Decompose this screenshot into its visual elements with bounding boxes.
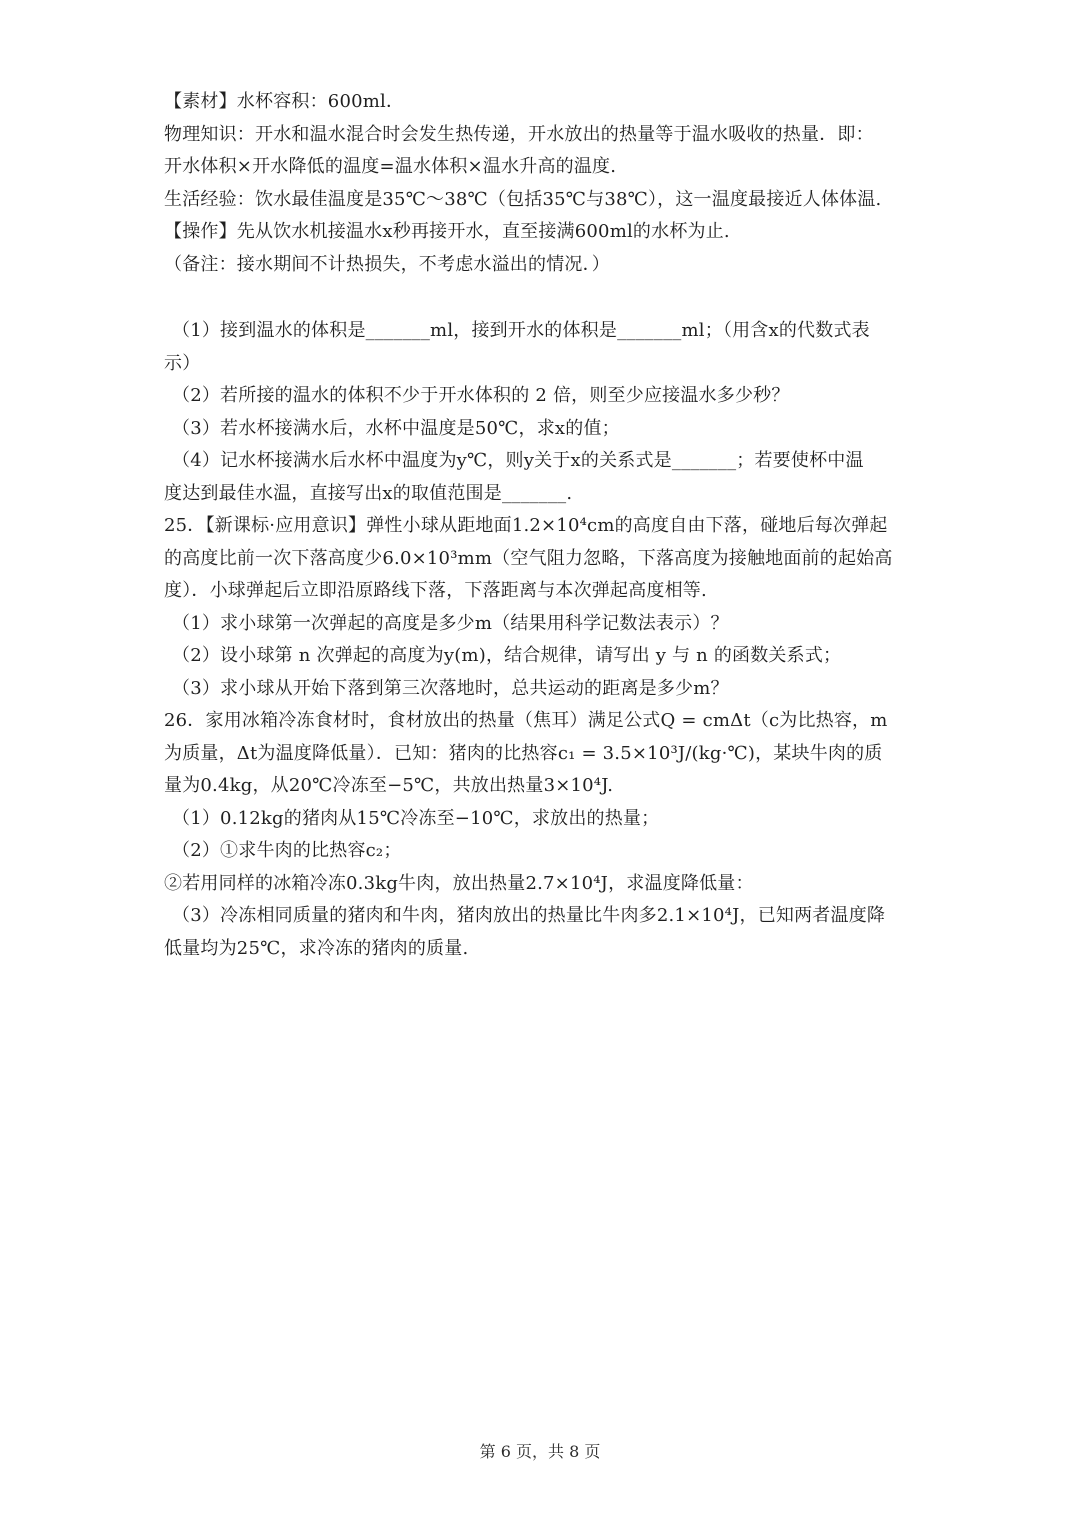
subquestion-line: （4）记水杯接满水后水杯中温度为y℃，则y关于x的关系式是_______；若要使杯中温: [172, 450, 864, 471]
subquestion-line: （1）接到温水的体积是_______ml，接到开水的体积是_______ml；（用含x的代数式表: [172, 320, 870, 341]
question-line: 的高度比前一次下落高度少6.0×10³mm（空气阻力忽略，下落高度为接触地面前的起始高: [164, 547, 893, 569]
question-line: 量为0.4kg，从20℃冷冻至−5℃，共放出热量3×10⁴J.: [164, 775, 614, 796]
material-line: 【操作】先从饮水机接温水x秒再接开水，直至接满600ml的水杯为止.: [164, 221, 730, 242]
question-line: 26．家用冰箱冷冻食材时，食材放出的热量（焦耳）满足公式Q = cmΔt（c为比热容，m: [164, 710, 888, 731]
material-line: 【素材】水杯容积：600ml．: [164, 91, 405, 112]
question-line: （3）冷冻相同质量的猪肉和牛肉，猪肉放出的热量比牛肉多2.1×10⁴J，已知两者温度降: [172, 905, 886, 926]
section-spacer: [164, 281, 924, 315]
material-line: 开水体积×开水降低的温度=温水体积×温水升高的温度.: [164, 156, 617, 177]
question-line: （2）设小球第 n 次弹起的高度为y(m)，结合规律，请写出 y 与 n 的函数关系式；: [172, 645, 842, 666]
question-24-subparts: [164, 315, 924, 510]
question-26: [164, 705, 924, 965]
question-line: ②若用同样的冰箱冷冻0.3kg牛肉，放出热量2.7×10⁴J，求温度降低量：: [164, 872, 754, 894]
question-line: 为质量，Δt为温度降低量）．已知：猪肉的比热容c₁ = 3.5×10³J/(kg·℃)，某块牛肉的质: [164, 742, 883, 764]
question-25: [164, 510, 924, 705]
question-line: 低量均为25℃，求冷冻的猪肉的质量.: [164, 937, 469, 959]
subquestion-line: 度达到最佳水温，直接写出x的取值范围是_______.: [164, 482, 573, 504]
question-line: （1）0.12kg的猪肉从15℃冷冻至−10℃，求放出的热量；: [172, 807, 660, 829]
material-line: 物理知识：开水和温水混合时会发生热传递，开水放出的热量等于温水吸收的热量．即：: [164, 123, 874, 145]
question-line: 度）．小球弹起后立即沿原路线下落，下落距离与本次弹起高度相等.: [164, 580, 707, 601]
question-line: 25．【新课标·应用意识】弹性小球从距地面1.2×10⁴cm的高度自由下落，碰地后每次弹起: [164, 515, 888, 536]
material-section: [164, 86, 924, 281]
material-line: 生活经验：饮水最佳温度是35℃～38℃（包括35℃与38℃），这一温度最接近人体体温.: [164, 188, 882, 210]
question-line: （3）求小球从开始下落到第三次落地时，总共运动的距离是多少m？: [172, 677, 729, 699]
page-content: [164, 86, 924, 965]
subquestion-line: （2）若所接的温水的体积不少于开水体积的 2 倍，则至少应接温水多少秒？: [172, 385, 790, 406]
question-line: （1）求小球第一次弹起的高度是多少m（结果用科学记数法表示）？: [172, 612, 729, 634]
question-line: （2）①求牛肉的比热容c₂；: [172, 840, 402, 861]
subquestion-line: （3）若水杯接满水后，水杯中温度是50℃，求x的值；: [172, 417, 620, 439]
subquestion-line: 示）: [164, 352, 201, 374]
page-footer: 第 6 页，共 8 页: [479, 1442, 601, 1461]
material-line: （备注：接水期间不计热损失，不考虑水溢出的情况．）: [164, 253, 610, 275]
